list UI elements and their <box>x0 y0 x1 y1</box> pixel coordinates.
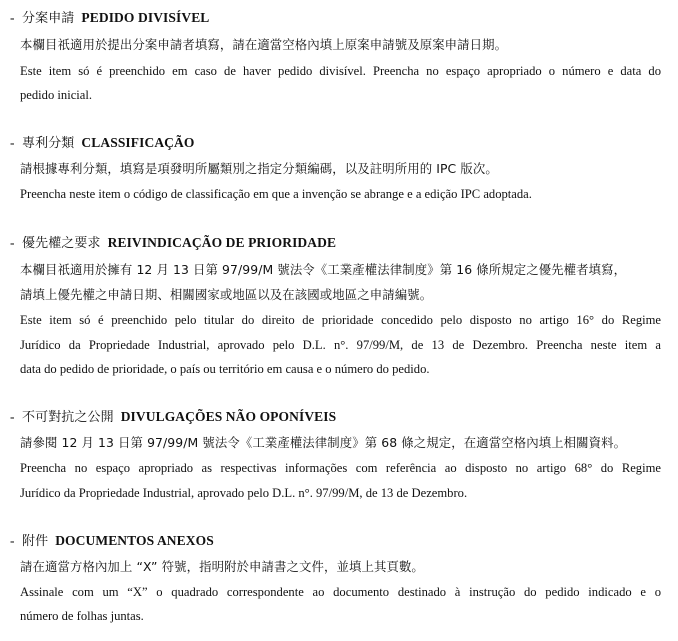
portuguese-text-line: Este item só é preenchido pelo titular do direito de prioridade concedido pelo disposto no artigo 16° do Regime <box>20 313 661 327</box>
section-heading <box>10 234 336 253</box>
heading-chinese: 不可對抗之公開 <box>22 410 114 425</box>
chinese-text-line: 請參閱 12 月 13 日第 97/99/M 號法令《工業產權法律制度》第 68 條之規定，在適當空格內填上相關資料。 <box>20 435 627 450</box>
portuguese-text-line: número de folhas juntas. <box>20 609 144 623</box>
portuguese-text-line: data do pedido de prioridade, o país ou território em causa e o número do pedido. <box>20 362 430 376</box>
heading-portuguese: DIVULGAÇÕES NÃO OPONÍVEIS <box>120 409 337 424</box>
section-heading <box>10 532 214 551</box>
chinese-text-line: 請在適當方格內加上 “X” 符號，指明附於申請書之文件，並填上其頁數。 <box>20 559 424 574</box>
portuguese-text-line: Preencha neste item o código de classificação em que a invenção se abrange e a edição IPC adoptada. <box>20 187 532 201</box>
portuguese-text-line: Assinale com um “X” o quadrado correspondente ao documento destinado à instrução do pedido indicado e o <box>20 585 661 599</box>
heading-portuguese: PEDIDO DIVISÍVEL <box>81 10 210 25</box>
bullet-dash: - <box>10 135 15 150</box>
portuguese-text-line: Este item só é preenchido em caso de haver pedido divisível. Preencha no espaço apropriado o número e data do <box>20 64 661 78</box>
portuguese-text-line: Preencha no espaço apropriado as respectivas informações com referência ao disposto no artigo 68° do Regime <box>20 461 661 475</box>
heading-chinese: 分案申請 <box>22 11 75 26</box>
bullet-dash: - <box>10 533 15 548</box>
chinese-text-line: 本欄目祇適用於提出分案申請者填寫，請在適當空格內填上原案申請號及原案申請日期。 <box>20 37 508 52</box>
heading-chinese: 附件 <box>22 534 49 549</box>
heading-portuguese: CLASSIFICAÇÃO <box>81 135 195 150</box>
portuguese-text-line: Jurídico da Propriedade Industrial, aprovado pelo D.L. n°. 97/99/M, de 13 de Dezembro. <box>20 486 468 500</box>
chinese-text-line: 請填上優先權之申請日期、相關國家或地區以及在該國或地區之申請編號。 <box>20 287 433 302</box>
section-heading <box>10 9 209 28</box>
portuguese-text-line: pedido inicial. <box>20 88 93 102</box>
heading-chinese: 專利分類 <box>22 136 75 151</box>
bullet-dash: - <box>10 235 15 250</box>
bullet-dash: - <box>10 409 15 424</box>
portuguese-text-line: Jurídico da Propriedade Industrial, aprovado pelo D.L. n°. 97/99/M, de 13 de Dezembro. Preencha neste item a <box>20 338 661 352</box>
heading-portuguese: REIVINDICAÇÃO DE PRIORIDADE <box>107 235 337 250</box>
heading-chinese: 優先權之要求 <box>22 236 101 251</box>
section-heading <box>10 408 336 427</box>
chinese-text-line: 請根據專利分類，填寫是項發明所屬類別之指定分類編碼，以及註明所用的 IPC 版次。 <box>20 161 498 176</box>
chinese-text-line: 本欄目祇適用於擁有 12 月 13 日第 97/99/M 號法令《工業產權法律制度》第 16 條所規定之優先權者填寫， <box>20 262 627 277</box>
section-heading <box>10 134 194 153</box>
heading-portuguese: DOCUMENTOS ANEXOS <box>55 533 214 548</box>
bullet-dash: - <box>10 10 15 25</box>
